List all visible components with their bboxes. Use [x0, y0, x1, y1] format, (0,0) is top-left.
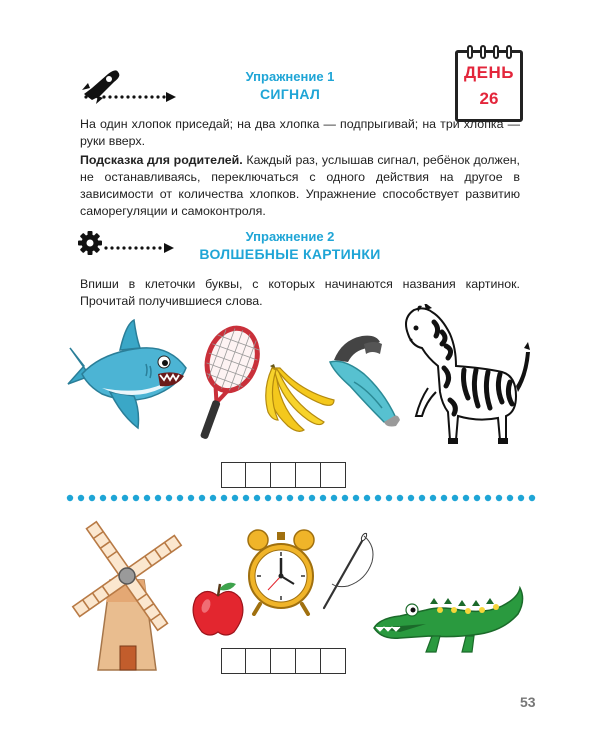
divider-dot [243, 495, 249, 501]
answer-box[interactable] [320, 462, 346, 488]
divider-dot [485, 495, 491, 501]
divider-dot [331, 495, 337, 501]
day-number: 26 [479, 89, 499, 108]
answer-box[interactable] [221, 648, 247, 674]
divider-dot [452, 495, 458, 501]
divider-dot [320, 495, 326, 501]
divider-dot [67, 495, 73, 501]
divider-dot [408, 495, 414, 501]
divider-dot [309, 495, 315, 501]
divider-dot [287, 495, 293, 501]
tennis-racket-icon [188, 322, 260, 448]
day-calendar-badge [455, 50, 523, 122]
divider-dot [232, 495, 238, 501]
divider-dot [364, 495, 370, 501]
iron-icon [324, 332, 404, 430]
divider-dot [177, 495, 183, 501]
parent-hint [80, 152, 520, 220]
exercise2-number: Упражнение 2 [245, 229, 335, 244]
exercise2-title [140, 228, 440, 263]
calendar-rings-icon [458, 44, 520, 60]
exercise2-instruction: Впиши в клеточки буквы, с которых начинаются названия картинок. Прочитай получившиеся слова. [80, 277, 520, 308]
alarm-clock-icon [244, 526, 318, 616]
divider-dot [78, 495, 84, 501]
divider-dot [518, 495, 524, 501]
divider-dot [419, 495, 425, 501]
dotted-divider [66, 494, 536, 502]
exercise1-text [80, 116, 520, 220]
divider-dot [188, 495, 194, 501]
zebra-icon [398, 304, 530, 448]
answer-box[interactable] [245, 648, 271, 674]
crocodile-icon [370, 580, 526, 660]
hint-text: Каждый раз, услышав сигнал, ребёнок должен, не останавливаясь, переключаться с одного действия на другое в зависимости от количества хлопков. Упражнение способствует развитию саморегуляции и самоконтроля. [80, 153, 520, 218]
divider-dot [221, 495, 227, 501]
answer-box[interactable] [221, 462, 247, 488]
answer-box[interactable] [320, 648, 346, 674]
divider-dot [144, 495, 150, 501]
answer-box[interactable] [270, 648, 296, 674]
answer-box[interactable] [270, 462, 296, 488]
divider-dot [111, 495, 117, 501]
divider-dot [122, 495, 128, 501]
answer-box[interactable] [295, 648, 321, 674]
divider-dot [529, 495, 535, 501]
day-label: ДЕНЬ [464, 63, 514, 82]
divider-dot [166, 495, 172, 501]
divider-dot [133, 495, 139, 501]
needle-icon [318, 526, 378, 612]
divider-dot [463, 495, 469, 501]
divider-dot [298, 495, 304, 501]
divider-dot [397, 495, 403, 501]
exercise1-name: СИГНАЛ [259, 86, 321, 102]
windmill-icon [62, 518, 192, 676]
divider-dot [254, 495, 260, 501]
divider-dot [342, 495, 348, 501]
divider-dot [441, 495, 447, 501]
divider-dot [386, 495, 392, 501]
divider-dot [89, 495, 95, 501]
divider-dot [430, 495, 436, 501]
divider-dot [375, 495, 381, 501]
exercise2-name: ВОЛШЕБНЫЕ КАРТИНКИ [199, 246, 381, 262]
answer-box[interactable] [295, 462, 321, 488]
divider-dot [265, 495, 271, 501]
exercise1-number: Упражнение 1 [245, 69, 335, 84]
divider-dot [474, 495, 480, 501]
answer-box[interactable] [245, 462, 271, 488]
divider-dot [353, 495, 359, 501]
answer-boxes-row1 [222, 462, 346, 488]
page-number: 53 [520, 694, 536, 710]
hint-label: Подсказка для родителей. [80, 153, 243, 167]
answer-boxes-row2 [222, 648, 346, 674]
divider-dot [496, 495, 502, 501]
divider-dot [210, 495, 216, 501]
divider-dot [199, 495, 205, 501]
divider-dot [276, 495, 282, 501]
apple-icon [190, 580, 246, 638]
exercise1-paragraph: На один хлопок приседай; на два хлопка — подпрыгивай; на три хлопка — руки вверх. [80, 117, 520, 148]
divider-dot [507, 495, 513, 501]
shark-icon [62, 318, 192, 433]
divider-dot [155, 495, 161, 501]
divider-dot [100, 495, 106, 501]
exercise1-title [140, 68, 440, 103]
